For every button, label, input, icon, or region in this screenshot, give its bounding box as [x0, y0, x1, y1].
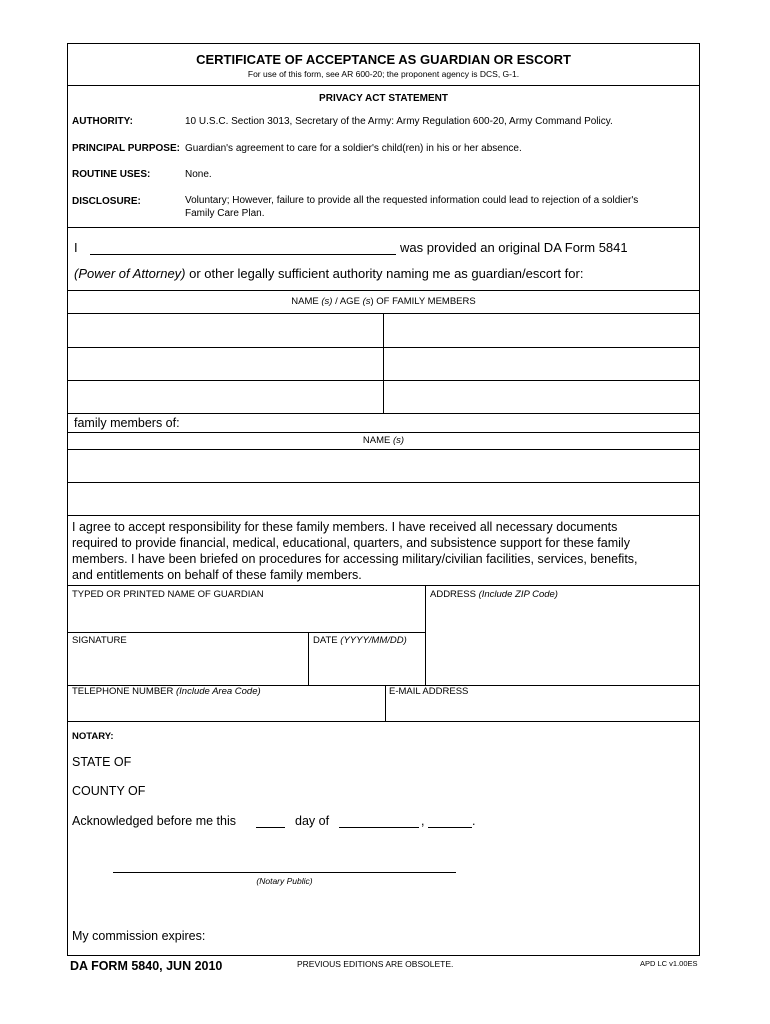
header-text: / AGE	[332, 296, 363, 307]
form-title: CERTIFICATE OF ACCEPTANCE AS GUARDIAN OR ESCORT	[196, 52, 571, 67]
family-member-cell[interactable]	[386, 382, 698, 411]
notary-public-caption: (Notary Public)	[256, 876, 313, 886]
divider	[67, 290, 700, 291]
authority-label: AUTHORITY:	[72, 116, 133, 127]
family-table-header	[67, 296, 700, 307]
email-input[interactable]	[388, 699, 698, 719]
family-member-cell[interactable]	[386, 315, 698, 345]
notary-signature-field[interactable]	[113, 845, 456, 872]
row-rule	[67, 632, 425, 633]
state-label: STATE OF	[72, 755, 132, 769]
divider	[67, 227, 700, 228]
version-label: APD LC v1.00ES	[640, 959, 698, 968]
authority-text: 10 U.S.C. Section 3013, Secretary of the Army: Army Regulation 600-20, Army Command Policy.	[185, 116, 613, 127]
family-members-of-label: family members of:	[74, 416, 180, 430]
telephone-label	[72, 686, 261, 697]
poa-rest: or other legally sufficient authority naming me as guardian/escort for:	[185, 266, 584, 281]
month-input[interactable]	[339, 812, 419, 827]
guardian-name-label: TYPED OR PRINTED NAME OF GUARDIAN	[72, 589, 264, 600]
day-blank	[256, 827, 285, 828]
county-input[interactable]	[155, 782, 455, 800]
statement-poa	[74, 266, 583, 281]
commission-label: My commission expires:	[72, 929, 206, 943]
disclosure-label: DISCLOSURE:	[72, 196, 141, 207]
label-hint: (YYYY/MM/DD)	[340, 635, 407, 646]
form-number: DA FORM 5840, JUN 2010	[70, 959, 223, 973]
parent-name-header	[67, 435, 700, 446]
county-label: COUNTY OF	[72, 784, 146, 798]
label-text: ADDRESS	[430, 589, 479, 600]
privacy-heading: PRIVACY ACT STATEMENT	[319, 93, 448, 104]
guardian-name-blank	[90, 254, 396, 255]
commission-input[interactable]	[212, 927, 512, 945]
header-text: ) OF FAMILY MEMBERS	[370, 296, 476, 307]
table-rule	[67, 413, 700, 414]
statement-i: I	[74, 240, 78, 255]
divider	[67, 721, 700, 722]
column-divider	[385, 685, 386, 721]
header-text: (s)	[321, 296, 333, 307]
family-member-cell[interactable]	[69, 382, 381, 411]
column-divider	[308, 632, 309, 685]
divider	[67, 585, 700, 586]
obsolete-notice: PREVIOUS EDITIONS ARE OBSOLETE.	[297, 959, 454, 969]
parent-name-cell[interactable]	[69, 484, 698, 513]
month-blank	[339, 827, 419, 828]
table-column-divider	[383, 313, 384, 413]
header-text: NAME	[291, 296, 322, 307]
table-rule	[67, 432, 700, 433]
notary-heading: NOTARY:	[72, 731, 114, 742]
label-text: DATE	[313, 635, 341, 646]
label-hint: (Include Area Code)	[176, 686, 261, 697]
acknowledged-label: Acknowledged before me this	[72, 814, 236, 828]
purpose-label: PRINCIPAL PURPOSE:	[72, 143, 180, 154]
agreement-line: and entitlements on behalf of these family members.	[72, 568, 362, 582]
comma: ,	[421, 814, 425, 828]
signature-field[interactable]	[69, 648, 305, 682]
statement-provided: was provided an original DA Form 5841	[400, 240, 628, 255]
disclosure-text-cont: Family Care Plan.	[185, 208, 265, 219]
disclosure-text: Voluntary; However, failure to provide all the requested information could lead to rejection of a soldier's	[185, 195, 639, 206]
label-hint: (Include ZIP Code)	[478, 589, 558, 600]
poa-italic: (Power of Attorney)	[74, 266, 186, 281]
address-label	[430, 589, 558, 600]
parent-name-cell[interactable]	[69, 451, 698, 480]
label-text: TELEPHONE NUMBER	[72, 686, 176, 697]
divider	[67, 85, 700, 86]
agreement-line: required to provide financial, medical, educational, quarters, and subsistence support for these family	[72, 536, 630, 550]
guardian-name-input[interactable]	[69, 602, 423, 630]
header-text: NAME	[362, 435, 393, 446]
routine-uses-label: ROUTINE USES:	[72, 169, 151, 180]
date-input[interactable]	[311, 648, 423, 682]
agreement-line: members. I have been briefed on procedures for accessing military/civilian facilities, services, benefits,	[72, 552, 638, 566]
routine-uses-text: None.	[185, 169, 212, 180]
state-input[interactable]	[140, 753, 440, 771]
date-label	[313, 635, 407, 646]
telephone-input[interactable]	[69, 699, 382, 719]
year-input[interactable]	[428, 812, 472, 827]
header-text: (s)	[393, 435, 405, 446]
purpose-text: Guardian's agreement to care for a soldier's child(ren) in his or her absence.	[185, 143, 522, 154]
family-member-cell[interactable]	[69, 315, 381, 345]
notary-signature-line	[113, 872, 456, 873]
period: .	[472, 814, 476, 828]
family-member-cell[interactable]	[69, 349, 381, 378]
signature-label: SIGNATURE	[72, 635, 127, 646]
address-input[interactable]	[428, 602, 698, 682]
form-subtitle: For use of this form, see AR 600-20; the proponent agency is DCS, G-1.	[247, 69, 520, 79]
family-member-cell[interactable]	[386, 349, 698, 378]
table-rule	[67, 482, 700, 483]
table-rule	[67, 515, 700, 516]
email-label: E-MAIL ADDRESS	[389, 686, 469, 697]
day-of-label: day of	[295, 814, 330, 828]
day-input[interactable]	[256, 812, 285, 827]
column-divider	[425, 585, 426, 685]
year-blank	[428, 827, 472, 828]
table-rule	[67, 449, 700, 450]
statement-name-input[interactable]	[90, 238, 396, 254]
agreement-line: I agree to accept responsibility for these family members. I have received all necessary documents	[72, 520, 618, 534]
header-text: (s	[362, 296, 371, 307]
